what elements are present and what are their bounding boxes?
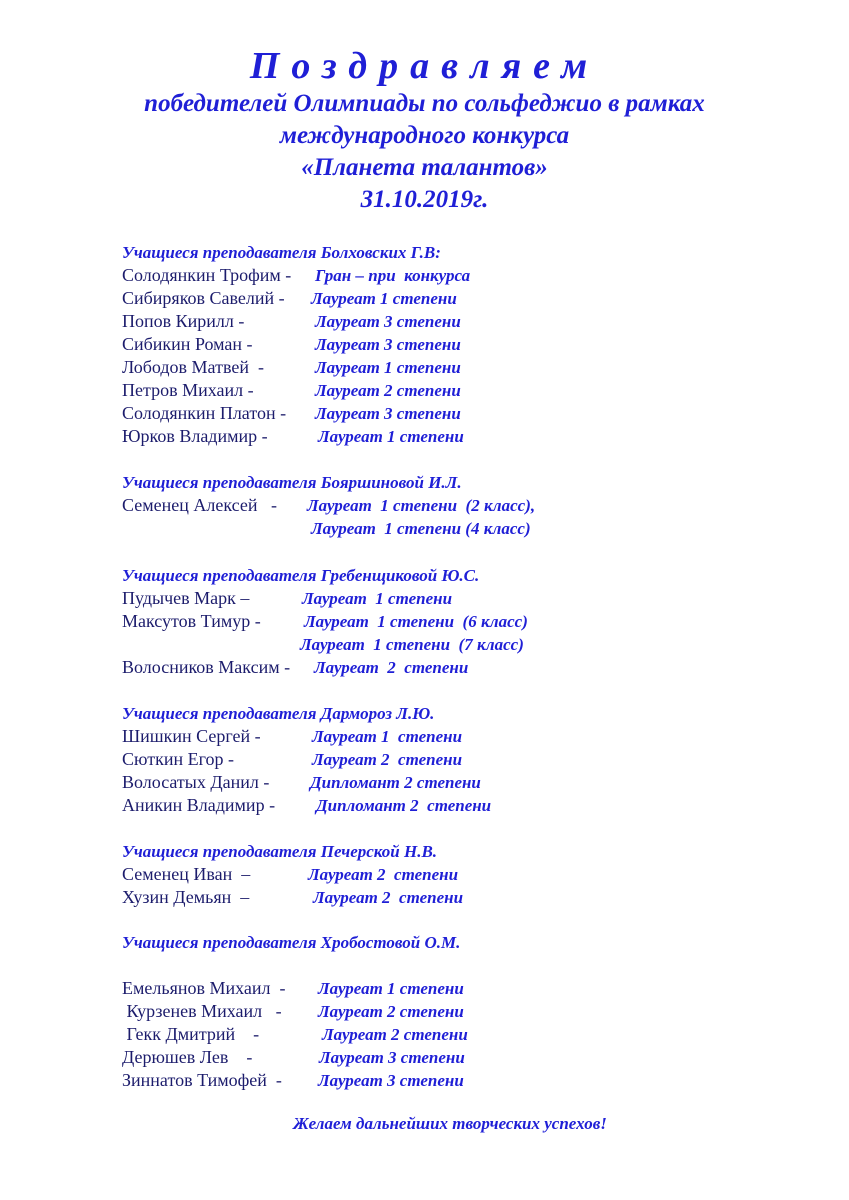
list-item — [122, 494, 822, 517]
list-item — [122, 863, 822, 886]
award-text: Лауреат 1 степени — [318, 979, 464, 998]
list-item — [122, 264, 822, 287]
list-item — [122, 587, 822, 610]
list-item — [122, 379, 822, 402]
list-item — [122, 977, 822, 1000]
list-item — [122, 771, 822, 794]
student-name: Емельянов Михаил - — [122, 978, 286, 998]
list-item — [122, 610, 822, 633]
award-text: Лауреат 3 степени — [318, 1071, 464, 1090]
list-item — [122, 1069, 822, 1092]
student-name: Курзенев Михаил - — [122, 1001, 282, 1021]
award-text: Лауреат 2 степени — [313, 888, 464, 907]
student-name: Лободов Матвей - — [122, 357, 264, 377]
student-name: Юрков Владимир - — [122, 426, 268, 446]
award-text: Лауреат 3 степени — [315, 335, 461, 354]
award-text: Лауреат 1 степени (4 класс) — [311, 519, 531, 538]
teacher-heading: Учащиеся преподавателя Хробостовой О.М. — [122, 933, 461, 952]
award-text: Лауреат 1 степени (6 класс) — [304, 612, 528, 631]
list-item — [122, 1023, 822, 1046]
list-item — [122, 748, 822, 771]
student-name: Сибикин Роман - — [122, 334, 253, 354]
list-item — [122, 1000, 822, 1023]
award-text: Лауреат 2 степени — [314, 658, 469, 677]
student-name: Петров Михаил - — [122, 380, 254, 400]
student-name: Солодянкин Платон - — [122, 403, 287, 423]
award-text: Лауреат 2 степени — [315, 381, 461, 400]
award-text: Дипломант 2 степени — [310, 773, 481, 792]
teacher-heading: Учащиеся преподавателя Гребенщиковой Ю.С. — [122, 566, 480, 585]
list-item — [122, 794, 822, 817]
teacher-heading: Учащиеся преподавателя Бояршиновой И.Л. — [122, 473, 462, 492]
award-text: Гран – при конкурса — [315, 266, 471, 285]
list-item — [122, 402, 822, 425]
list-item — [122, 356, 822, 379]
student-name: Максутов Тимур - — [122, 611, 261, 631]
student-name: Дерюшев Лев - — [122, 1047, 253, 1067]
student-name: Попов Кирилл - — [122, 311, 245, 331]
award-text: Лауреат 1 степени — [312, 727, 463, 746]
student-name: Сибиряков Савелий - — [122, 288, 285, 308]
award-text: Лауреат 1 степени (7 класс) — [300, 635, 524, 654]
subtitle-line-1: победителей Олимпиады по сольфеджио в рамках — [144, 90, 705, 117]
student-name: Волосников Максим - — [122, 657, 291, 677]
student-name: Хузин Демьян – — [122, 887, 250, 907]
student-name: Семенец Иван – — [122, 864, 251, 884]
student-name: Зиннатов Тимофей - — [122, 1070, 282, 1090]
list-item — [122, 633, 822, 656]
subtitle-line-2: международного конкурса — [279, 122, 570, 149]
award-text: Лауреат 2 степени — [322, 1025, 468, 1044]
student-name: Гекк Дмитрий - — [122, 1024, 260, 1044]
award-text: Лауреат 2 степени — [318, 1002, 464, 1021]
student-name: Сюткин Егор - — [122, 749, 235, 769]
student-name: Солодянкин Трофим - — [122, 265, 292, 285]
list-item — [122, 656, 822, 679]
award-text: Лауреат 3 степени — [319, 1048, 465, 1067]
student-name: Семенец Алексей - — [122, 495, 277, 515]
contest-name: «Планета талантов» — [301, 154, 548, 181]
student-name: Волосатых Данил - — [122, 772, 270, 792]
student-name: Шишкин Сергей - — [122, 726, 261, 746]
award-text: Лауреат 1 степени — [318, 427, 464, 446]
award-text: Лауреат 1 степени — [311, 289, 457, 308]
teacher-heading: Учащиеся преподавателя Болховских Г.В: — [122, 243, 441, 262]
student-name: Аникин Владимир - — [122, 795, 276, 815]
list-item — [122, 310, 822, 333]
teacher-heading: Учащиеся преподавателя Дармороз Л.Ю. — [122, 704, 435, 723]
student-name: Пудычев Марк – — [122, 588, 250, 608]
event-date: 31.10.2019г. — [360, 186, 489, 213]
award-text: Лауреат 1 степени — [315, 358, 461, 377]
award-text: Лауреат 1 степени — [302, 589, 453, 608]
award-text: Лауреат 1 степени (2 класс), — [307, 496, 536, 515]
award-text: Лауреат 3 степени — [315, 404, 461, 423]
page-title: Поздравляем — [249, 45, 600, 87]
award-text: Лауреат 2 степени — [312, 750, 463, 769]
list-item — [122, 886, 822, 909]
award-text: Дипломант 2 степени — [316, 796, 492, 815]
closing-wish: Желаем дальнейших творческих успехов! — [293, 1114, 607, 1133]
teacher-heading: Учащиеся преподавателя Печерской Н.В. — [122, 842, 438, 861]
award-text: Лауреат 3 степени — [315, 312, 461, 331]
award-text: Лауреат 2 степени — [308, 865, 459, 884]
list-item — [122, 517, 822, 540]
list-item — [122, 425, 822, 448]
list-item — [122, 287, 822, 310]
list-item — [122, 1046, 822, 1069]
list-item — [122, 725, 822, 748]
list-item — [122, 333, 822, 356]
